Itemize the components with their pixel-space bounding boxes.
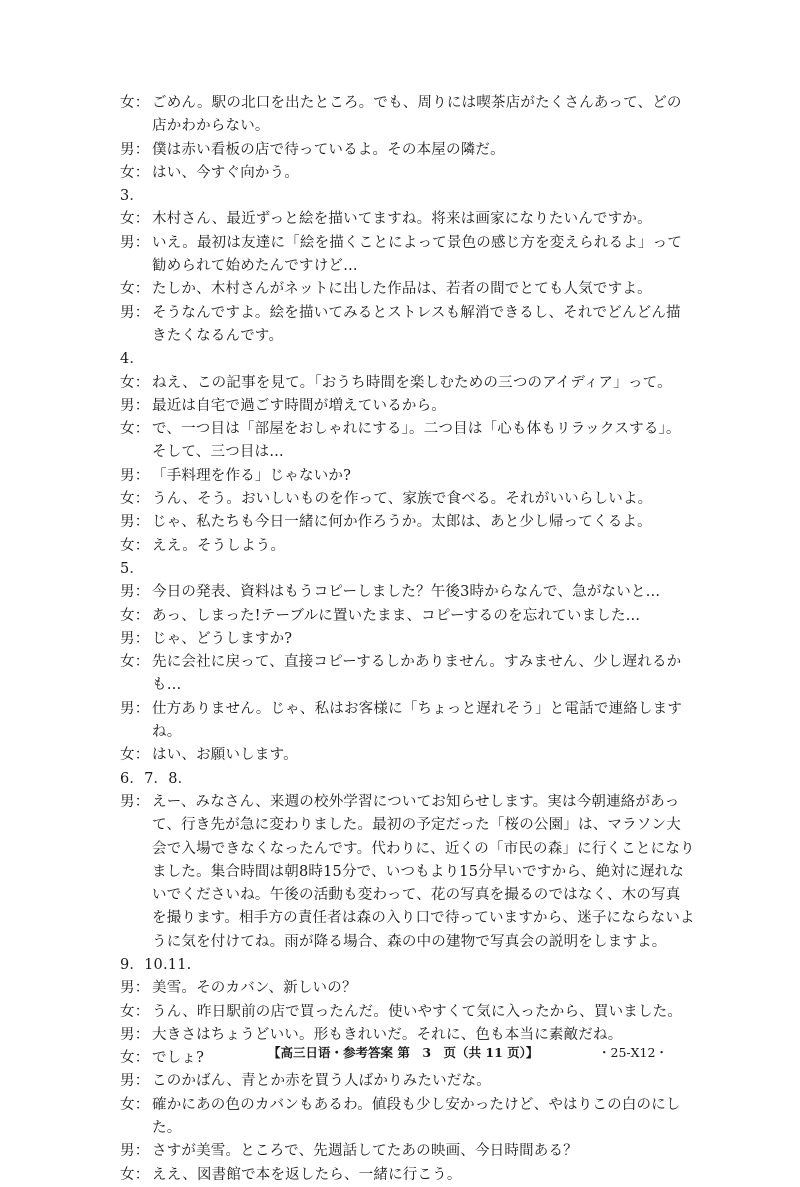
speaker-label: 男： — [120, 700, 150, 717]
speaker-label: 男： — [120, 630, 150, 647]
speech-text: ええ。そうしよう。 — [152, 537, 286, 554]
speaker-label: 女： — [120, 1166, 150, 1183]
speech-text: たしか、木村さんがネットに出した作品は、若者の間でとても人気ですよ。 — [152, 281, 652, 298]
speaker-label: 女： — [120, 1096, 150, 1113]
dialogue-line — [120, 1070, 695, 1093]
speech-text: うん、そう。おいしいものを作って、家族で食べる。それがいいらしいよ。 — [152, 491, 653, 508]
speaker-label: 男： — [120, 397, 150, 414]
dialogue-line — [120, 395, 695, 418]
speech-text: いえ。最初は友達に「絵を描くことによって景色の感じ方を変えられるよ」って勧められて始めたんですけど… — [152, 234, 683, 275]
speech-text: 確かにあの色のカバンもあるわ。値段も少し安かったけど、やはりこの白のにした。 — [152, 1096, 681, 1137]
speech-text: で、一つ目は「部屋をおしゃれにする」。二つ目は「心も体もリラックスする」。そして、三つ目は… — [152, 421, 681, 461]
dialogue-line — [120, 488, 695, 511]
dialogue-line — [120, 605, 695, 628]
speech-text: そうなんですよ。絵を描いてみるとストレスも解消できるし、それでどんどん描きたくなるんです。 — [152, 304, 681, 344]
dialogue-line — [120, 511, 695, 534]
dialogue-line — [120, 232, 695, 279]
dialogue-line — [120, 535, 695, 558]
dialogue-line — [120, 581, 695, 604]
speaker-label: 女： — [120, 95, 150, 111]
dialogue-section — [120, 768, 695, 954]
speaker-label: 男： — [120, 793, 150, 810]
speaker-label: 女： — [120, 281, 150, 298]
speech-text: でしょ? — [152, 1050, 205, 1067]
section-number: 9．10.11. — [120, 956, 192, 973]
footer-page-info: 【高三日语・参考答案 第 3 页（共 11 页）】 — [268, 1045, 539, 1060]
speech-text: はい、今すぐ向かう。 — [152, 164, 299, 181]
speech-text: はい、お願いします。 — [152, 747, 298, 764]
speaker-label: 男： — [120, 980, 150, 997]
dialogue-section — [120, 558, 695, 768]
speaker-label: 男： — [120, 304, 150, 321]
dialogue-section — [120, 954, 695, 1187]
dialogue-line — [120, 1164, 695, 1187]
speaker-label: 女： — [120, 1050, 150, 1067]
speech-text: 最近は自宅で過ごす時間が増えているから。 — [152, 397, 446, 414]
speech-text: うん、昨日駅前の店で買ったんだ。使いやすくて気に入ったから、買いました。 — [152, 1003, 683, 1020]
speaker-label: 女： — [120, 747, 150, 764]
speech-text: じゃ、私たちも今日一緒に何か作ろうか。太郎は、あと少し帰ってくるよ。 — [152, 514, 652, 531]
speaker-label: 男： — [120, 1143, 150, 1160]
dialogue-line — [120, 372, 695, 395]
speech-text: じゃ、どうしますか? — [152, 630, 293, 647]
speaker-label: 男： — [120, 141, 150, 158]
speaker-label: 女： — [120, 607, 150, 624]
speech-text: 美雪。そのカバン、新しいの？ — [152, 980, 357, 997]
dialogue-line — [120, 139, 695, 162]
dialogue-line — [120, 791, 695, 954]
dialogue-line — [120, 744, 695, 767]
speech-text: さすが美雪。ところで、先週話してたあの映画、今日時間ある？ — [152, 1143, 578, 1160]
section-number: 4． — [120, 351, 145, 368]
speaker-label: 男： — [120, 234, 150, 251]
speaker-label: 男： — [120, 584, 150, 601]
dialogue-line — [120, 302, 695, 349]
speech-text: 大きさはちょうどいい。形もきれいだ。それに、色も本当に素敵だね。 — [152, 1026, 623, 1043]
speech-text: ねえ、この記事を見て。「おうち時間を楽しむための三つのアイディア」って。 — [152, 374, 672, 391]
dialogue-line — [120, 1140, 695, 1163]
speaker-label: 女： — [120, 374, 150, 391]
dialogue-line — [120, 698, 695, 745]
dialogue-line — [120, 628, 695, 651]
speaker-label: 男： — [120, 467, 150, 484]
dialogue-line — [120, 465, 695, 488]
speech-text: 木村さん、最近ずっと絵を描いてますね。将来は画家になりたいんですか。 — [152, 211, 652, 228]
speaker-label: 女： — [120, 211, 150, 228]
speech-text: あっ、しまった!テーブルに置いたまま、コピーするのを忘れていました… — [152, 607, 641, 624]
speech-text: えー、みなさん、来週の校外学習についてお知らせします。実は今朝連絡があって、行き先が急に変わりました。最初の予定だった「桜の公園」は、マラソン大会で入場できなくなったんです。代わりに、近くの「市民の森」に行くことになりました。集合時間は朝8時15分で、いつもより15分早いですから、絶対に遅れないでくださいね。午後の活動も変わって、花の写真を撮るのではなく、木の写真を撮ります。相手方の責任者は森の入り口で待っていますから、迷子にならないように気を付けてね。雨が降る場合、森の中の建物で写真会の説明をしますよ。 — [152, 793, 695, 950]
dialogue-line — [120, 1001, 695, 1024]
speaker-label: 女： — [120, 421, 150, 438]
dialogue-section — [120, 185, 695, 348]
speaker-label: 女： — [120, 1003, 150, 1020]
dialogue-section — [120, 348, 695, 558]
speech-text: ええ、図書館で本を返したら、一緒に行こう。 — [152, 1166, 462, 1183]
speech-text: 僕は赤い看板の店で待っているよ。その本屋の隣だ。 — [152, 141, 505, 158]
speaker-label: 女： — [120, 164, 150, 181]
dialogue-line — [120, 162, 695, 185]
speech-text: 今日の発表、資料はもうコピーしました？午後3時からなんで、急がないと… — [152, 584, 661, 601]
speaker-label: 女： — [120, 537, 150, 554]
speaker-label: 女： — [120, 491, 150, 508]
dialogue-line — [120, 651, 695, 698]
footer-code: ・25-X12・ — [598, 1045, 668, 1060]
speaker-label: 女： — [120, 654, 150, 671]
dialogue-line — [120, 418, 695, 465]
speaker-label: 男： — [120, 514, 150, 531]
section-number: 6．7．8． — [120, 770, 193, 787]
speaker-label: 男： — [120, 1026, 150, 1043]
section-number: 3． — [120, 188, 145, 205]
dialogue-line — [120, 208, 695, 231]
speech-text: このかばん、青とか赤を買う人ばかりみたいだな。 — [152, 1073, 491, 1090]
speech-text: 「手料理を作る」じゃないか? — [152, 467, 352, 484]
document-body — [120, 92, 695, 1187]
dialogue-section — [120, 92, 695, 185]
speech-text: 仕方ありません。じゃ、私はお客様に「ちょっと遅れそう」と電話で連絡しますね。 — [152, 700, 683, 741]
dialogue-line — [120, 278, 695, 301]
dialogue-line — [120, 92, 695, 139]
speech-text: 先に会社に戻って、直接コピーするしかありません。すみません、少し遅れるかも… — [152, 654, 682, 694]
dialogue-line — [120, 977, 695, 1000]
dialogue-line — [120, 1094, 695, 1141]
speaker-label: 男： — [120, 1073, 150, 1090]
speech-text: ごめん。駅の北口を出たところ。でも、周りには喫茶店がたくさんあって、どの店かわからない。 — [152, 95, 682, 135]
section-number: 5． — [120, 560, 145, 577]
